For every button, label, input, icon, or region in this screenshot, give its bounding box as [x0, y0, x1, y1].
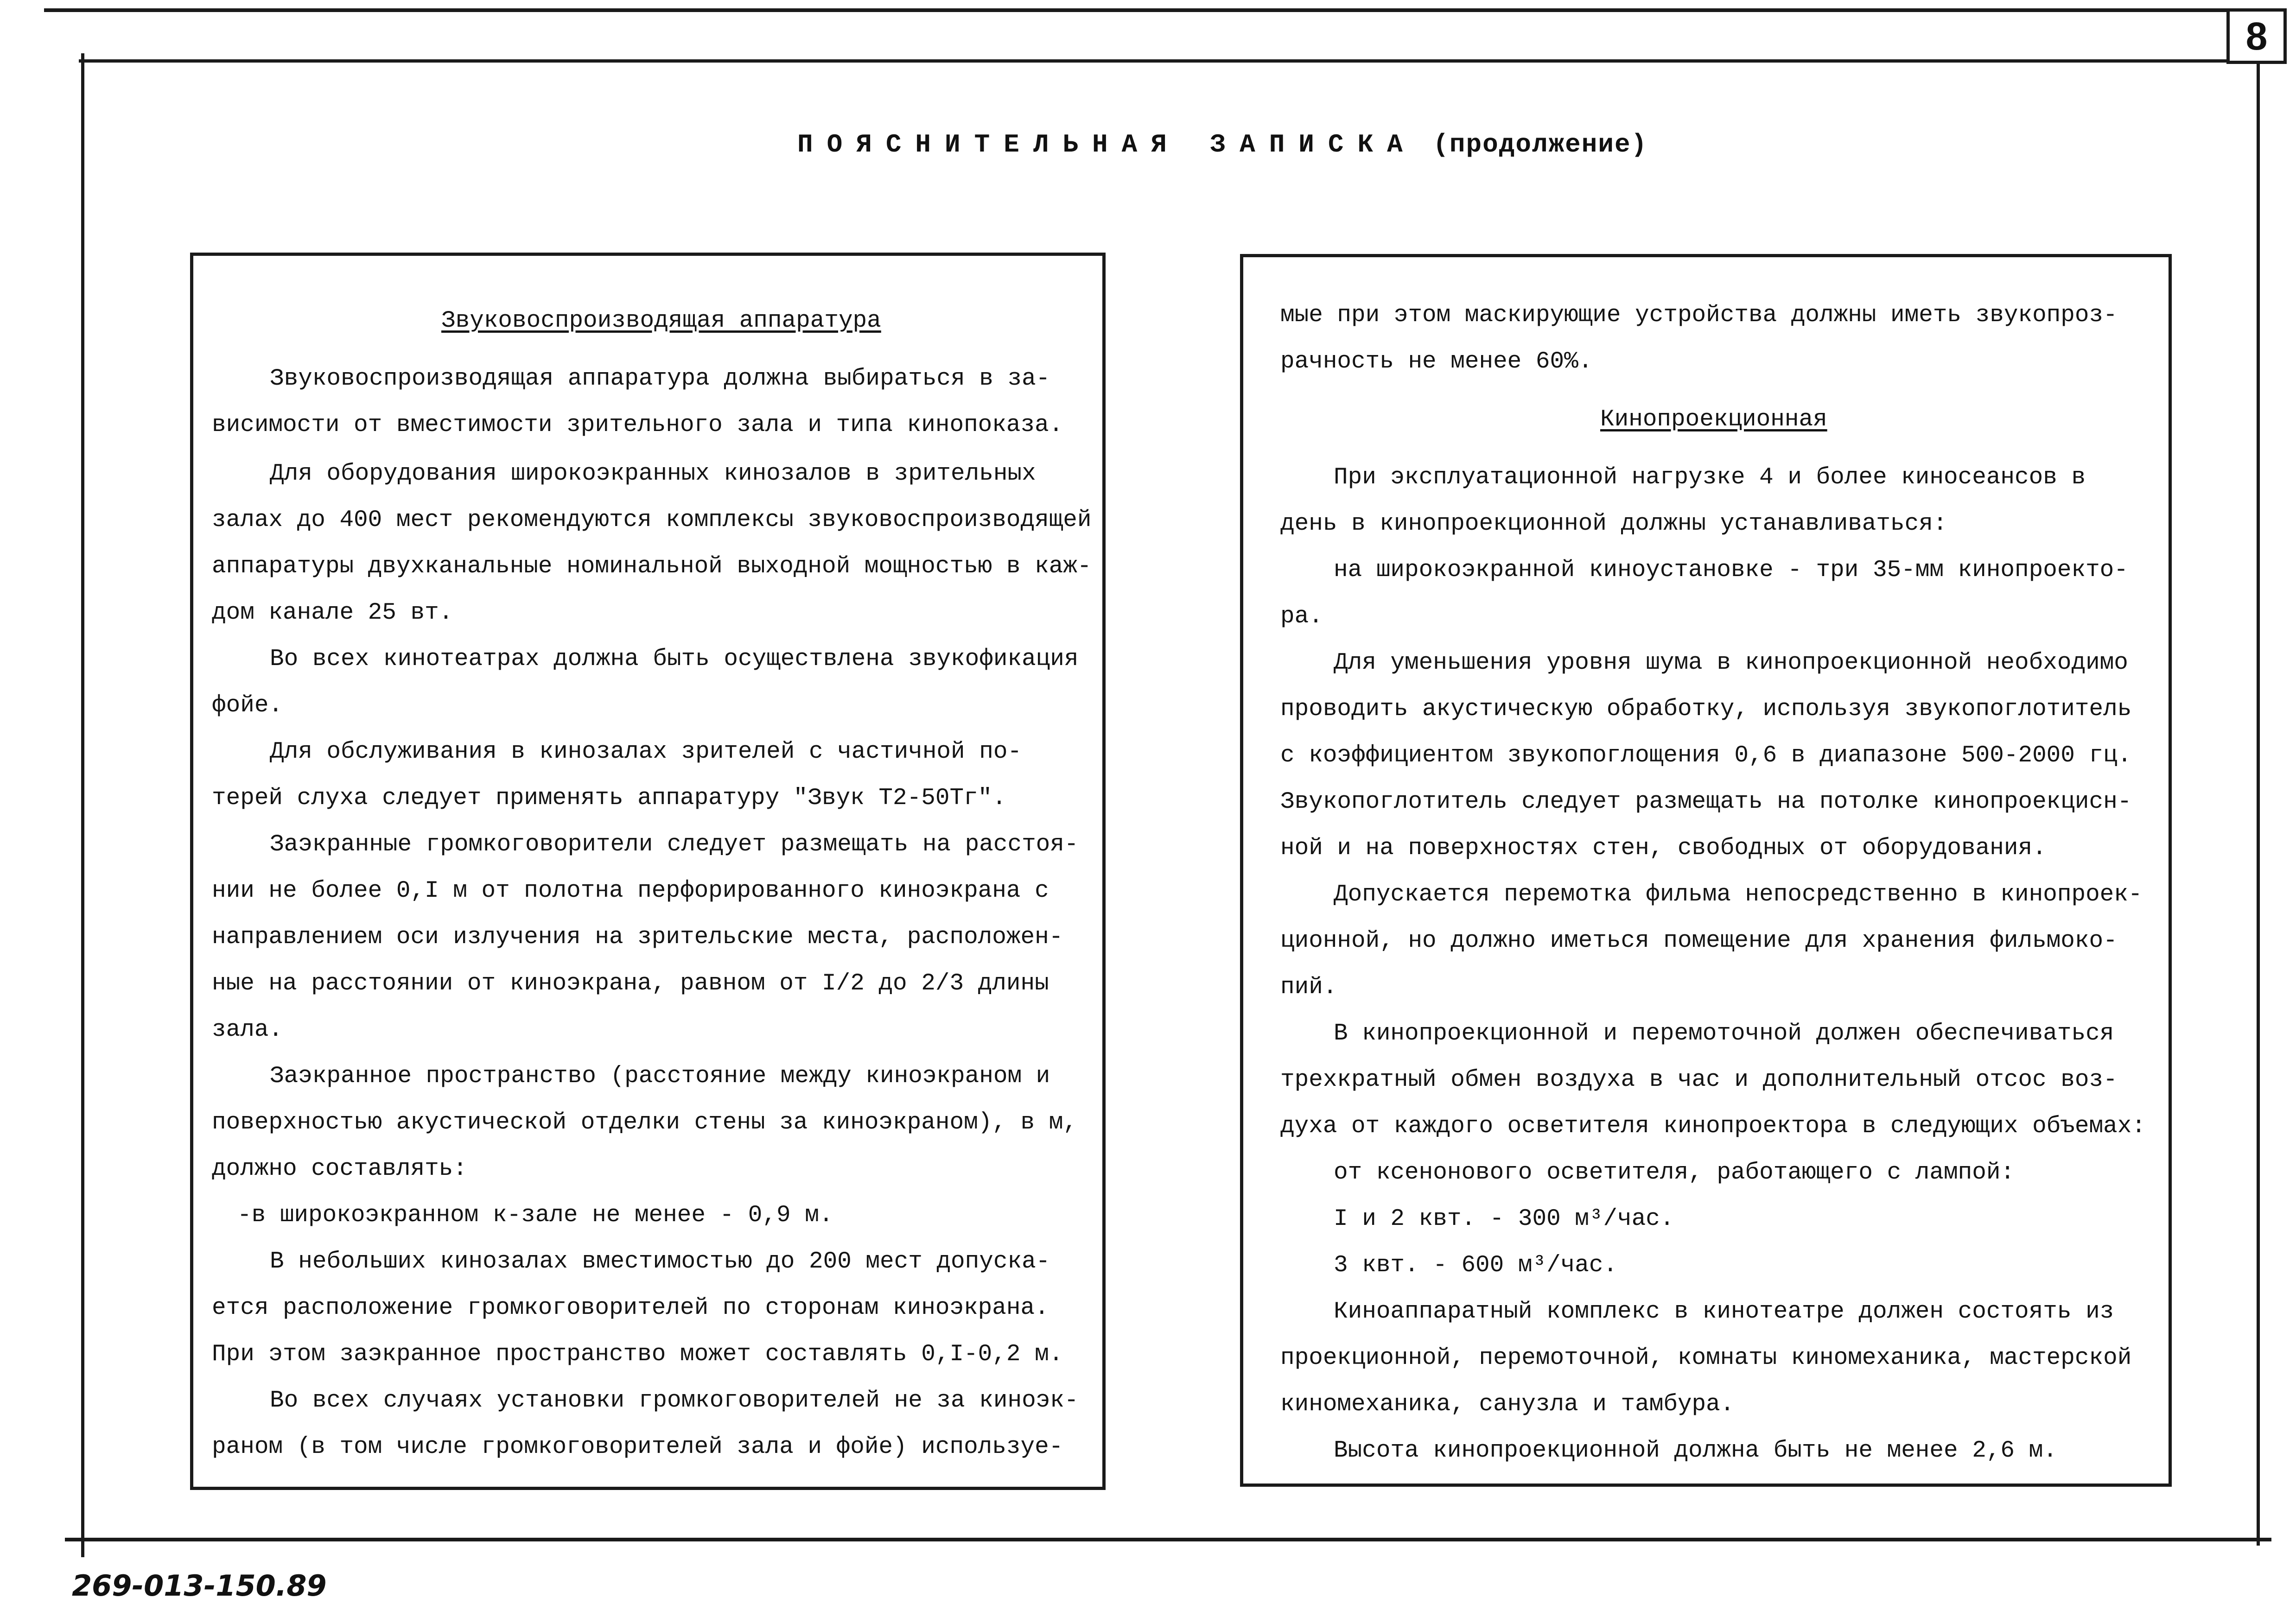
drawing-code: 269-013-150.89 — [72, 1569, 327, 1603]
left-line: зала. — [212, 1017, 283, 1043]
left-line: ные на расстоянии от киноэкрана, равном от I/2 до 2/3 длины — [212, 970, 1049, 997]
left-line: Для оборудования широкоэкранных кинозалов в зрительных — [270, 461, 1036, 487]
left-line: фойе. — [212, 692, 283, 719]
title-main: ПОЯСНИТЕЛЬНАЯ ЗАПИСКА — [797, 130, 1417, 159]
right-text-box — [1240, 254, 2172, 1487]
right-line: I и 2 квт. - 300 м³/час. — [1334, 1206, 1674, 1232]
right-line: с коэффициентом звукопоглощения 0,6 в диапазоне 500-2000 гц. — [1280, 742, 2132, 769]
left-text-box — [190, 253, 1106, 1490]
left-line: аппаратуры двухканальные номинальной выходной мощностью в каж- — [212, 553, 1092, 580]
right-line: пий. — [1280, 974, 1337, 1001]
right-line: мые при этом маскирующие устройства должны иметь звукопроз- — [1280, 302, 2118, 329]
right-line: рачность не менее 60%. — [1280, 349, 1593, 375]
left-line: терей слуха следует применять аппаратуру "Звук Т2-50Тг". — [212, 785, 1006, 812]
left-frame-line — [81, 53, 84, 1557]
bottom-frame-line — [65, 1538, 2271, 1541]
right-line: При эксплуатационной нагрузке 4 и более киносеансов в — [1334, 464, 2086, 491]
right-line: на широкоэкранной киноустановке - три 35-мм кинопроекто- — [1334, 557, 2128, 583]
left-line: раном (в том числе громкоговорителей зала и фойе) используе- — [212, 1434, 1063, 1460]
left-line: В небольших кинозалах вместимостью до 200 мест допуска- — [270, 1249, 1050, 1275]
left-line: залах до 400 мест рекомендуются комплексы звуковоспроизводящей — [212, 507, 1092, 533]
right-line: 3 квт. - 600 м³/час. — [1334, 1252, 1618, 1279]
title-suffix: (продолжение) — [1433, 130, 1648, 159]
right-line: ционной, но должно иметься помещение для хранения фильмоко- — [1280, 928, 2118, 954]
left-line: Во всех кинотеатрах должна быть осуществлена звукофикация — [270, 646, 1079, 672]
right-line: киномеханика, санузла и тамбура. — [1280, 1391, 1735, 1418]
right-line: Звукопоглотитель следует размещать на потолке кинопроекцисн- — [1280, 789, 2132, 815]
left-line: поверхностью акустической отделки стены за киноэкраном), в м, — [212, 1109, 1077, 1136]
right-line: ной и на поверхностях стен, свободных от оборудования. — [1280, 835, 2047, 862]
left-line: Для обслуживания в кинозалах зрителей с частичной по- — [270, 739, 1022, 765]
right-line: Киноаппаратный комплекс в кинотеатре должен состоять из — [1334, 1299, 2114, 1325]
left-line: Во всех случаях установки громкоговорителей не за киноэк- — [270, 1388, 1079, 1414]
left-line: Заэкранные громкоговорители следует размещать на расстоя- — [270, 831, 1079, 858]
top-border-line — [44, 8, 2227, 12]
right-frame-line — [2257, 63, 2260, 1546]
left-line: висимости от вместимости зрительного зала и типа кинопоказа. — [212, 412, 1063, 438]
left-line: При этом заэкранное пространство может составлять 0,I-0,2 м. — [212, 1341, 1063, 1368]
section-heading-sound: Звуковоспроизводящая аппаратура — [441, 308, 881, 334]
left-line: Звуковоспроизводящая аппаратура должна выбираться в за- — [270, 366, 1050, 392]
page-title — [797, 130, 1648, 159]
right-line: трехкратный обмен воздуха в час и дополнительный отсос воз- — [1280, 1067, 2118, 1093]
left-line: Заэкранное пространство (расстояние между киноэкраном и — [270, 1063, 1050, 1090]
page-number: 8 — [2226, 8, 2287, 64]
left-line: нии не более 0,I м от полотна перфорированного киноэкрана с — [212, 878, 1049, 904]
right-line: от ксенонового осветителя, работающего с лампой: — [1334, 1160, 2015, 1186]
right-line: духа от каждого осветителя кинопроектора в следующих объемах: — [1280, 1113, 2146, 1140]
right-line: ра. — [1280, 603, 1323, 630]
right-line: Для уменьшения уровня шума в кинопроекционной необходимо — [1334, 650, 2128, 676]
left-line: должно составлять: — [212, 1156, 467, 1182]
right-line: В кинопроекционной и перемоточной должен обеспечиваться — [1334, 1021, 2114, 1047]
inner-top-border-line — [79, 59, 2230, 63]
left-line: ется расположение громкоговорителей по сторонам киноэкрана. — [212, 1295, 1049, 1321]
right-line: проводить акустическую обработку, используя звукопоглотитель — [1280, 696, 2132, 723]
left-line: -в широкоэкранном к-зале не менее - 0,9 м. — [237, 1202, 833, 1229]
right-line: Допускается перемотка фильма непосредственно в кинопроек- — [1334, 881, 2143, 908]
section-heading-projection: Кинопроекционная — [1600, 406, 1827, 433]
right-line: проекционной, перемоточной, комнаты киномеханика, мастерской — [1280, 1345, 2132, 1371]
right-line: Высота кинопроекционной должна быть не менее 2,6 м. — [1334, 1438, 2057, 1464]
left-line: дом канале 25 вт. — [212, 600, 453, 626]
right-line: день в кинопроекционной должны устанавливаться: — [1280, 511, 1947, 537]
left-line: направлением оси излучения на зрительские места, расположен- — [212, 924, 1063, 951]
